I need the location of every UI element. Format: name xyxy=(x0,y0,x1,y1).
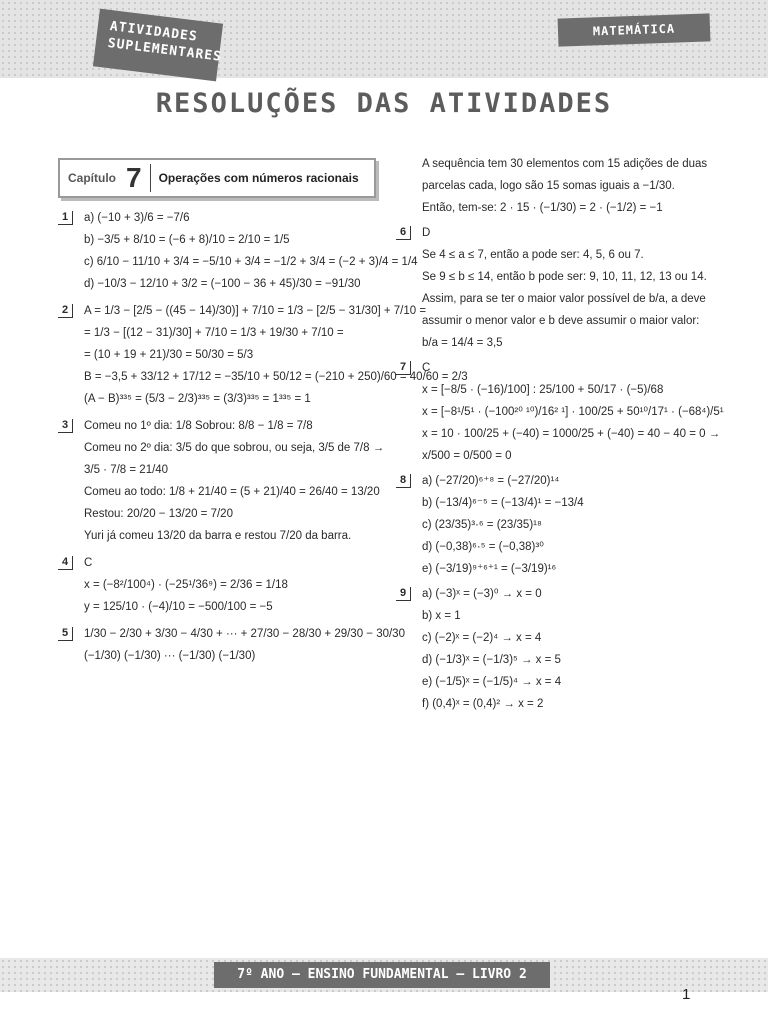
solution-line: e) (−1/5)ˣ = (−1/5)⁴ → x = 4 xyxy=(422,676,562,688)
subject-label: MATEMÁTICA xyxy=(558,13,711,46)
solution-line: D xyxy=(422,227,431,239)
solution-line: Se 4 ≤ a ≤ 7, então a pode ser: 4, 5, 6 ou 7. xyxy=(422,249,644,261)
solution-line: 1/30 − 2/30 + 3/30 − 4/30 + ··· + 27/30 − 28/30 + 29/30 − 30/30 xyxy=(84,628,405,640)
solution-line: d) (−0,38)⁶·⁵ = (−0,38)³⁰ xyxy=(422,541,544,553)
solution-line: x = [−8¹/5¹ · (−100²⁰ ¹⁰)/16² ¹] · 100/25 + 50¹⁰/17¹ · (−68⁴)/5¹ xyxy=(422,406,724,418)
solution-line: c) 6/10 − 11/10 + 3/4 = −5/10 + 3/4 = −1/2 + 3/4 = (−2 + 3)/4 = 1/4 xyxy=(84,256,418,268)
page-number: 1 xyxy=(682,986,691,1003)
solution-line: c) (−2)ˣ = (−2)⁴ → x = 4 xyxy=(422,632,542,644)
solution-line: parcelas cada, logo são 15 somas iguais a −1/30. xyxy=(422,180,675,192)
exercise-item xyxy=(58,419,385,544)
chapter-label: Capítulo xyxy=(68,171,116,185)
solution-line: e) (−3/19)⁹⁺⁶⁺¹ = (−3/19)¹⁶ xyxy=(422,563,557,575)
exercise-item xyxy=(396,157,726,216)
solution-line: b/a = 14/4 = 3,5 xyxy=(422,337,503,349)
solution-line: x = [−8/5 · (−16)/100] : 25/100 + 50/17 · (−5)/68 xyxy=(422,384,664,396)
solution-line: x = (−8²/100⁴) · (−25¹/36⁹) = 2/36 = 1/18 xyxy=(84,579,288,591)
solution-line: x/500 = 0/500 = 0 xyxy=(422,450,512,462)
solution-line: (A − B)³³⁵ = (5/3 − 2/3)³³⁵ = (3/3)³³⁵ = 1³³⁵ = 1 xyxy=(84,393,311,405)
solution-line: c) (23/35)³·⁶ = (23/35)¹⁸ xyxy=(422,519,542,531)
solution-line: assumir o menor valor e b deve assumir o maior valor: xyxy=(422,315,700,327)
chapter-title: Operações com números racionais xyxy=(158,171,359,185)
exercise-number: 7 xyxy=(396,361,411,375)
solution-line: 3/5 · 7/8 = 21/40 xyxy=(84,464,169,476)
chapter-box xyxy=(58,158,376,198)
solution-line: Assim, para se ter o maior valor possível de b/a, a deve xyxy=(422,293,706,305)
exercise-item xyxy=(396,361,726,464)
exercise-number: 9 xyxy=(396,587,411,601)
solution-line: Comeu no 2º dia: 3/5 do que sobrou, ou seja, 3/5 de 7/8 → xyxy=(84,442,385,454)
exercise-number: 6 xyxy=(396,226,411,240)
solution-line: d) (−1/3)ˣ = (−1/3)⁵ → x = 5 xyxy=(422,654,561,666)
chapter-number: 7 xyxy=(126,162,142,193)
solution-line: a) (−3)ˣ = (−3)⁰ → x = 0 xyxy=(422,588,542,600)
exercise-item xyxy=(396,226,726,351)
solution-line: A = 1/3 − [2/5 − ((45 − 14)/30)] + 7/10 = 1/3 − [2/5 − 31/30] + 7/10 = xyxy=(84,305,427,317)
solution-line: Restou: 20/20 − 13/20 = 7/20 xyxy=(84,508,233,520)
solution-line: a) (−27/20)⁶⁺⁸ = (−27/20)¹⁴ xyxy=(422,475,560,487)
exercise-number: 4 xyxy=(58,556,73,570)
solution-line: Então, tem-se: 2 · 15 · (−1/30) = 2 · (−1/2) = −1 xyxy=(422,202,663,214)
footer-label: 7º ANO – ENSINO FUNDAMENTAL – LIVRO 2 xyxy=(214,962,550,988)
exercise-number: 1 xyxy=(58,211,73,225)
solution-line: y = 125/10 · (−4)/10 = −500/100 = −5 xyxy=(84,601,273,613)
solution-line: a) (−10 + 3)/6 = −7/6 xyxy=(84,212,190,224)
solution-line: Comeu ao todo: 1/8 + 21/40 = (5 + 21)/40 = 26/40 = 13/20 xyxy=(84,486,380,498)
exercise-item xyxy=(58,211,418,292)
solution-line: A sequência tem 30 elementos com 15 adições de duas xyxy=(422,158,708,170)
section-label: ATIVIDADES SUPLEMENTARES xyxy=(93,9,223,82)
solution-line: f) (0,4)ˣ = (0,4)² → x = 2 xyxy=(422,698,544,710)
solution-line: B = −3,5 + 33/12 + 17/12 = −35/10 + 50/12 = (−210 + 250)/60 = 40/60 = 2/3 xyxy=(84,371,468,383)
exercise-item xyxy=(396,587,726,712)
right-column xyxy=(396,152,726,722)
solution-line: = (10 + 19 + 21)/30 = 50/30 = 5/3 xyxy=(84,349,254,361)
solution-line: b) −3/5 + 8/10 = (−6 + 8)/10 = 2/10 = 1/5 xyxy=(84,234,290,246)
solution-line: Se 9 ≤ b ≤ 14, então b pode ser: 9, 10, 11, 12, 13 ou 14. xyxy=(422,271,707,283)
exercise-number: 3 xyxy=(58,419,73,433)
solution-line: Yuri já comeu 13/20 da barra e restou 7/20 da barra. xyxy=(84,530,352,542)
page-title: RESOLUÇÕES DAS ATIVIDADES xyxy=(155,88,613,119)
solution-line: b) (−13/4)⁶⁻⁵ = (−13/4)¹ = −13/4 xyxy=(422,497,584,509)
solution-line: C xyxy=(84,557,93,569)
exercise-number: 8 xyxy=(396,474,411,488)
solution-line: x = 10 · 100/25 + (−40) = 1000/25 + (−40) = 40 − 40 = 0 → xyxy=(422,428,721,440)
solution-line: (−1/30) (−1/30) ··· (−1/30) (−1/30) xyxy=(84,650,256,662)
chapter-divider xyxy=(150,164,151,192)
exercise-item xyxy=(58,556,376,615)
exercise-item xyxy=(396,474,726,577)
solution-line: = 1/3 − [(12 − 31)/30] + 7/10 = 1/3 + 19/30 + 7/10 = xyxy=(84,327,344,339)
solution-line: d) −10/3 − 12/10 + 3/2 = (−100 − 36 + 45)/30 = −91/30 xyxy=(84,278,361,290)
solution-line: Comeu no 1º dia: 1/8 Sobrou: 8/8 − 1/8 = 7/8 xyxy=(84,420,313,432)
exercise-number: 5 xyxy=(58,627,73,641)
solution-line: b) x = 1 xyxy=(422,610,461,622)
exercise-number: 2 xyxy=(58,304,73,318)
solution-line: C xyxy=(422,362,431,374)
exercise-item xyxy=(58,627,405,664)
